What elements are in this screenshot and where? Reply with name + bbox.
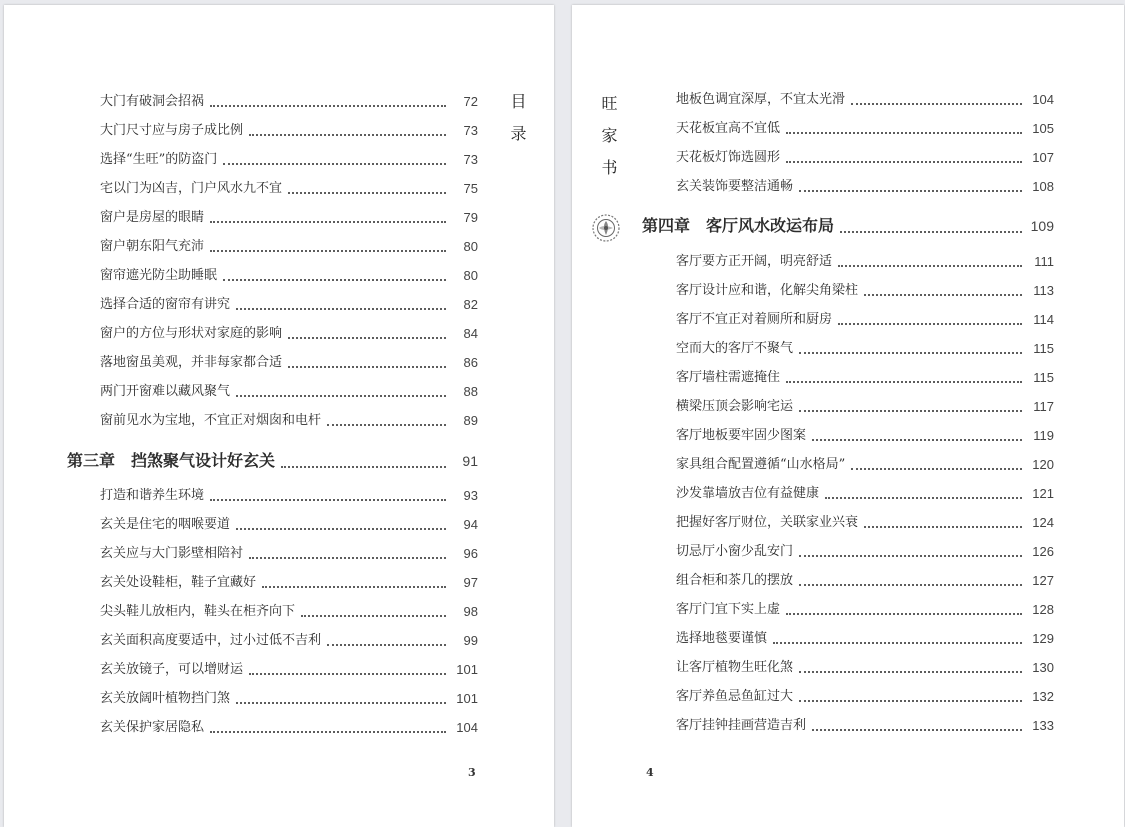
leader-dots: [236, 308, 446, 310]
right-page: [572, 5, 1124, 827]
toc-entry[interactable]: [100, 515, 478, 535]
toc-entry-page: 88: [463, 384, 478, 399]
toc-entry-title: 玄关放阔叶植物挡门煞: [100, 691, 231, 706]
leader-dots: [210, 221, 446, 223]
leader-dots: [838, 265, 1022, 267]
toc-entry-title: 选择“生旺”的防盗门: [100, 152, 218, 167]
leader-dots: [812, 729, 1022, 731]
toc-entry[interactable]: [100, 573, 478, 593]
toc-entry-page: 101: [456, 662, 478, 677]
toc-entry-page: 84: [463, 326, 478, 341]
toc-entry-title: 选择合适的窗帘有讲究: [100, 297, 231, 312]
toc-entry[interactable]: [100, 631, 478, 651]
toc-entry-page: 121: [1032, 486, 1054, 501]
toc-entry-page: 75: [463, 181, 478, 196]
toc-entry-page: 113: [1033, 283, 1054, 298]
toc-entry[interactable]: [676, 281, 1054, 301]
toc-entry-title: 家具组合配置遵循“山水格局”: [676, 457, 846, 472]
leader-dots: [327, 424, 446, 426]
toc-entry-title: 尖头鞋儿放柜内，鞋头在柜齐向下: [100, 604, 296, 619]
toc-entry[interactable]: [676, 687, 1054, 707]
toc-entry-title: 切忌厅小窗少乱安门: [676, 544, 794, 559]
toc-entry[interactable]: [676, 716, 1054, 736]
leader-dots: [786, 381, 1022, 383]
toc-entry-page: 86: [463, 355, 478, 370]
leader-dots: [210, 731, 446, 733]
leader-dots: [236, 528, 446, 530]
toc-entry-title: 把握好客厅财位，关联家业兴衰: [676, 515, 859, 530]
leader-dots: [812, 439, 1022, 441]
toc-entry-page: 126: [1032, 544, 1054, 559]
left-page: [4, 5, 554, 827]
leader-dots: [223, 279, 446, 281]
toc-entry[interactable]: [100, 92, 478, 112]
toc-entry-title: 客厅要方正开阔，明亮舒适: [676, 254, 833, 269]
leader-dots: [786, 613, 1022, 615]
toc-entry[interactable]: [100, 602, 478, 622]
right-page-number: 4: [646, 766, 654, 779]
toc-entry-page: 133: [1032, 718, 1054, 733]
leader-dots: [288, 366, 446, 368]
toc-entry-title: 窗户是房屋的眼睛: [100, 210, 205, 225]
toc-entry[interactable]: [100, 486, 478, 506]
toc-entry-title: 地板色调宜深厚，不宜太光滑: [676, 92, 846, 107]
toc-entry-page: 89: [463, 413, 478, 428]
toc-entry-title: 窗户的方位与形状对家庭的影响: [100, 326, 283, 341]
leader-dots: [799, 352, 1022, 354]
toc-entry-title: 窗帘遮光防尘助睡眠: [100, 268, 218, 283]
toc-entry[interactable]: [100, 208, 478, 228]
toc-entry-title: 两门开窗难以藏风聚气: [100, 384, 231, 399]
toc-entry-title: 选择地毯要谨慎: [676, 631, 768, 646]
toc-entry-title: 客厅养鱼忌鱼缸过大: [676, 689, 794, 704]
toc-entry-title: 玄关放镜子，可以增财运: [100, 662, 244, 677]
right-side-label: 旺家书: [599, 95, 618, 191]
leader-dots: [327, 644, 446, 646]
lotus-medallion-icon: [591, 213, 621, 243]
toc-entry-page: 129: [1032, 631, 1054, 646]
leader-dots: [864, 294, 1022, 296]
toc-entry-title: 让客厅植物生旺化煞: [676, 660, 794, 675]
toc-entry-page: 115: [1033, 370, 1054, 385]
toc-entry[interactable]: [100, 689, 478, 709]
toc-entry[interactable]: [100, 411, 478, 431]
toc-entry-page: 73: [463, 152, 478, 167]
toc-entry[interactable]: [100, 266, 478, 286]
toc-entry[interactable]: [100, 353, 478, 373]
toc-entry-page: 128: [1032, 602, 1054, 617]
leader-dots: [799, 584, 1022, 586]
leader-dots: [210, 250, 446, 252]
toc-entry-page: 117: [1033, 399, 1054, 414]
toc-entry-page: 119: [1033, 428, 1054, 443]
toc-entry-page: 109: [1030, 218, 1054, 234]
toc-entry[interactable]: [100, 237, 478, 257]
toc-entry-page: 130: [1032, 660, 1054, 675]
toc-entry[interactable]: [676, 426, 1054, 446]
toc-entry[interactable]: [676, 658, 1054, 678]
toc-entry[interactable]: [676, 252, 1054, 272]
leader-dots: [838, 323, 1022, 325]
toc-entry-page: 79: [463, 210, 478, 225]
toc-entry[interactable]: [100, 544, 478, 564]
toc-entry[interactable]: [100, 121, 478, 141]
toc-entry-title: 客厅不宜正对着厕所和厨房: [676, 312, 833, 327]
toc-entry-page: 91: [462, 453, 478, 469]
toc-entry-page: 124: [1032, 515, 1054, 530]
toc-entry-title: 第三章 挡煞聚气设计好玄关: [67, 451, 276, 470]
toc-entry-page: 132: [1032, 689, 1054, 704]
leader-dots: [236, 395, 446, 397]
toc-entry-title: 天花板灯饰选圆形: [676, 150, 781, 165]
toc-entry-page: 73: [463, 123, 478, 138]
toc-entry[interactable]: [676, 571, 1054, 591]
leader-dots: [786, 161, 1022, 163]
toc-entry-title: 沙发靠墙放吉位有益健康: [676, 486, 820, 501]
leader-dots: [799, 671, 1022, 673]
toc-entry-page: 93: [463, 488, 478, 503]
toc-entry-page: 104: [1032, 92, 1054, 107]
toc-entry[interactable]: [676, 310, 1054, 330]
toc-entry-page: 82: [463, 297, 478, 312]
toc-entry[interactable]: [676, 90, 1054, 110]
toc-entry[interactable]: [676, 455, 1054, 475]
leader-dots: [799, 700, 1022, 702]
leader-dots: [799, 555, 1022, 557]
toc-entry-title: 落地窗虽美观，并非每家都合适: [100, 355, 283, 370]
toc-entry-title: 宅以门为凶吉，门户风水九不宜: [100, 181, 283, 196]
toc-entry[interactable]: [676, 484, 1054, 504]
leader-dots: [249, 673, 446, 675]
leader-dots: [249, 557, 446, 559]
toc-entry[interactable]: [676, 119, 1054, 139]
leader-dots: [773, 642, 1022, 644]
leader-dots: [249, 134, 446, 136]
toc-entry-title: 客厅地板要牢固少图案: [676, 428, 807, 443]
toc-entry-title: 大门尺寸应与房子成比例: [100, 123, 244, 138]
toc-entry-title: 玄关处设鞋柜，鞋子宜藏好: [100, 575, 257, 590]
leader-dots: [840, 231, 1022, 233]
toc-entry-title: 客厅墙柱需遮掩住: [676, 370, 781, 385]
toc-entry[interactable]: [676, 513, 1054, 533]
leader-dots: [288, 337, 446, 339]
chapter-heading[interactable]: [67, 449, 478, 473]
leader-dots: [210, 499, 446, 501]
toc-entry-title: 窗前见水为宝地，不宜正对烟囱和电杆: [100, 413, 322, 428]
toc-entry-title: 打造和谐养生环境: [100, 488, 205, 503]
toc-entry-page: 120: [1032, 457, 1054, 472]
left-page-number: 3: [468, 766, 476, 779]
toc-entry[interactable]: [100, 324, 478, 344]
leader-dots: [864, 526, 1022, 528]
toc-entry-page: 127: [1032, 573, 1054, 588]
leader-dots: [851, 468, 1022, 470]
toc-entry-title: 组合柜和茶几的摆放: [676, 573, 794, 588]
toc-entry-page: 96: [463, 546, 478, 561]
toc-entry-title: 空而大的客厅不聚气: [676, 341, 794, 356]
leader-dots: [223, 163, 446, 165]
toc-entry-title: 客厅设计应和谐，化解尖角梁柱: [676, 283, 859, 298]
leader-dots: [825, 497, 1022, 499]
toc-entry[interactable]: [676, 600, 1054, 620]
toc-entry[interactable]: [676, 397, 1054, 417]
toc-entry[interactable]: [676, 368, 1054, 388]
toc-entry-title: 玄关装饰要整洁通畅: [676, 179, 794, 194]
toc-entry-page: 98: [463, 604, 478, 619]
toc-entry-page: 107: [1032, 150, 1054, 165]
toc-entry-page: 80: [463, 239, 478, 254]
toc-entry-title: 玄关保护家居隐私: [100, 720, 205, 735]
toc-entry[interactable]: [676, 177, 1054, 197]
leader-dots: [236, 702, 446, 704]
toc-entry-title: 客厅挂钟挂画营造吉利: [676, 718, 807, 733]
leader-dots: [288, 192, 446, 194]
leader-dots: [799, 190, 1022, 192]
toc-entry[interactable]: [100, 660, 478, 680]
toc-entry-title: 横梁压顶会影响宅运: [676, 399, 794, 414]
toc-entry-page: 101: [456, 691, 478, 706]
toc-entry-title: 大门有破洞会招祸: [100, 94, 205, 109]
toc-entry-title: 玄关面积高度要适中，过小过低不吉利: [100, 633, 322, 648]
leader-dots: [799, 410, 1022, 412]
toc-entry[interactable]: [676, 339, 1054, 359]
chapter-heading[interactable]: [642, 214, 1054, 238]
leader-dots: [262, 586, 446, 588]
toc-entry-title: 玄关应与大门影壁相陪衬: [100, 546, 244, 561]
toc-entry-page: 104: [456, 720, 478, 735]
toc-entry-page: 111: [1034, 254, 1054, 269]
toc-entry-page: 72: [463, 94, 478, 109]
toc-entry-page: 115: [1033, 341, 1054, 356]
toc-entry[interactable]: [100, 150, 478, 170]
toc-entry-title: 窗户朝东阳气充沛: [100, 239, 205, 254]
leader-dots: [851, 103, 1022, 105]
toc-entry[interactable]: [100, 718, 478, 738]
toc-entry-title: 天花板宜高不宜低: [676, 121, 781, 136]
toc-entry-page: 99: [463, 633, 478, 648]
toc-entry-page: 94: [463, 517, 478, 532]
toc-entry-title: 玄关是住宅的咽喉要道: [100, 517, 231, 532]
toc-entry-page: 108: [1032, 179, 1054, 194]
toc-entry-title: 客厅门宜下实上虚: [676, 602, 781, 617]
leader-dots: [281, 466, 446, 468]
leader-dots: [786, 132, 1022, 134]
toc-entry-page: 114: [1033, 312, 1054, 327]
toc-entry[interactable]: [676, 542, 1054, 562]
toc-entry[interactable]: [100, 382, 478, 402]
toc-entry[interactable]: [676, 629, 1054, 649]
leader-dots: [210, 105, 446, 107]
toc-entry[interactable]: [100, 179, 478, 199]
toc-entry-page: 80: [463, 268, 478, 283]
toc-entry-page: 105: [1032, 121, 1054, 136]
toc-entry-title: 第四章 客厅风水改运布局: [642, 216, 835, 235]
toc-entry[interactable]: [100, 295, 478, 315]
toc-entry-page: 97: [463, 575, 478, 590]
leader-dots: [301, 615, 446, 617]
left-side-label: 目录: [508, 93, 527, 157]
toc-entry[interactable]: [676, 148, 1054, 168]
